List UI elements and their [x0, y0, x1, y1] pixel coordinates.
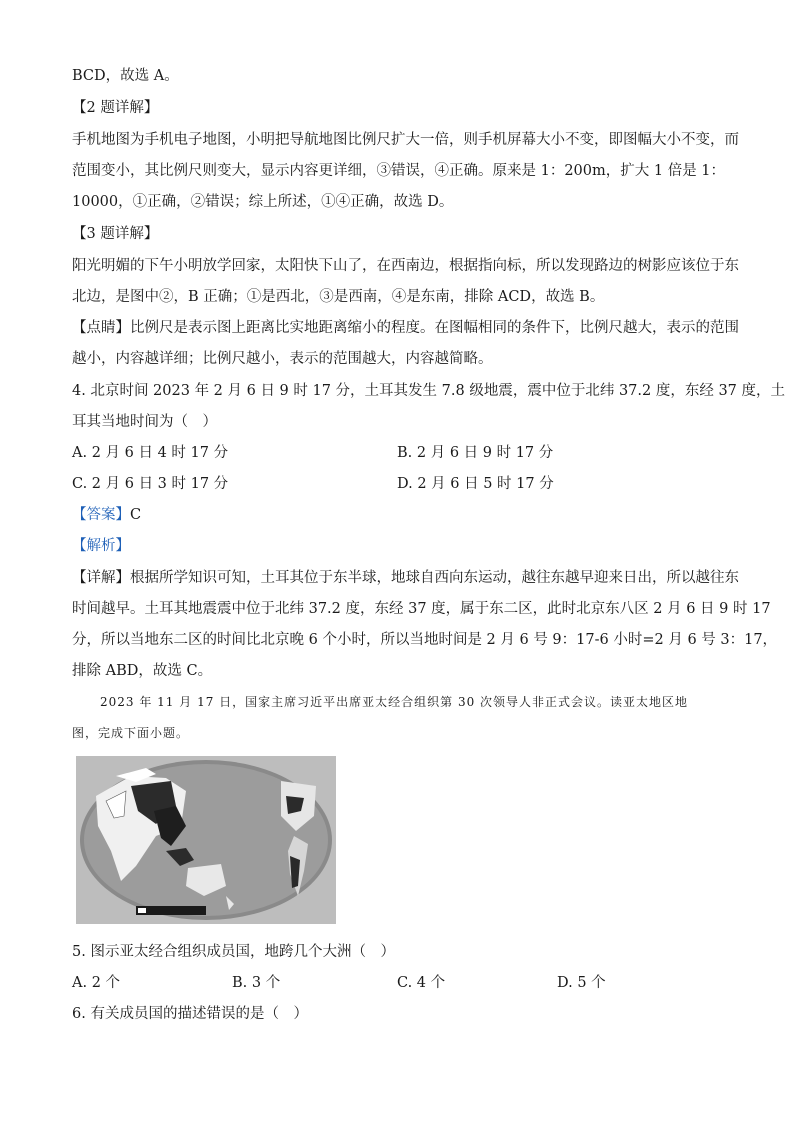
asia-pacific-map	[76, 756, 336, 924]
question-6: 6. 有关成员国的描述错误的是（ ）	[72, 1006, 308, 1022]
question-5: 5. 图示亚太经合组织成员国，地跨几个大洲（ ）	[72, 944, 395, 960]
text-line: 分，所以当地东二区的时间比北京晚 6 个小时，所以当地时间是 2 月 6 号 9：17-6 小时=2 月 6 号 3：17，	[72, 632, 778, 648]
text-line: 北边，是图中②，B 正确；①是西北，③是西南，④是东南，排除 ACD，故选 B。	[72, 289, 605, 305]
passage-intro-cont: 图，完成下面小题。	[72, 726, 190, 740]
section-heading-q2: 【2 题详解】	[72, 100, 159, 116]
text-line: 范围变小，其比例尺则变大，显示内容更详细，③错误，④正确。原来是 1：200m，扩大 1 倍是 1：	[72, 163, 726, 179]
option-c: C. 2 月 6 日 3 时 17 分	[72, 476, 229, 492]
q5-option-d: D. 5 个	[557, 975, 606, 991]
question-4: 4. 北京时间 2023 年 2 月 6 日 9 时 17 分，土耳其发生 7.8 级地震，震中位于北纬 37.2 度，东经 37 度，土	[72, 383, 786, 399]
section-heading-q3: 【3 题详解】	[72, 226, 159, 242]
q5-option-a: A. 2 个	[72, 975, 121, 991]
map-image	[76, 756, 336, 924]
option-d: D. 2 月 6 日 5 时 17 分	[397, 476, 554, 492]
text-line: 【详解】根据所学知识可知，土耳其位于东半球，地球自西向东运动，越往东越早迎来日出，所以越往东	[72, 570, 739, 586]
question-4-cont: 耳其当地时间为（ ）	[72, 414, 217, 430]
text-line: 时间越早。土耳其地震震中位于北纬 37.2 度，东经 37 度，属于东二区，此时北京东八区 2 月 6 日 9 时 17	[72, 601, 771, 617]
text-line: 排除 ABD，故选 C。	[72, 663, 213, 679]
text-line: 阳光明媚的下午小明放学回家，太阳快下山了，在西南边，根据指向标，所以发现路边的树影应该位于东	[72, 258, 739, 274]
option-a: A. 2 月 6 日 4 时 17 分	[72, 445, 229, 461]
answer-label: 【答案】	[72, 507, 130, 523]
passage-intro: 2023 年 11 月 17 日，国家主席习近平出席亚太经合组织第 30 次领导人非正式会议。读亚太地区地	[100, 695, 689, 709]
option-b: B. 2 月 6 日 9 时 17 分	[397, 445, 554, 461]
text-line: 10000，①正确，②错误；综上所述，①④正确，故选 D。	[72, 194, 454, 210]
text-line: 越小，内容越详细；比例尺越小，表示的范围越大，内容越简略。	[72, 351, 493, 367]
answer-value: C	[130, 507, 142, 523]
q5-option-c: C. 4 个	[397, 975, 446, 991]
q5-option-b: B. 3 个	[232, 975, 281, 991]
text-line: 【点睛】比例尺是表示图上距离比实地距离缩小的程度。在图幅相同的条件下，比例尺越大，表示的范围	[72, 320, 739, 336]
text-line: 手机地图为手机电子地图，小明把导航地图比例尺扩大一倍，则手机屏幕大小不变，即图幅大小不变，而	[72, 132, 739, 148]
analysis-label: 【解析】	[72, 538, 130, 554]
answer-line	[72, 505, 141, 525]
text-line: BCD，故选 A。	[72, 68, 179, 84]
